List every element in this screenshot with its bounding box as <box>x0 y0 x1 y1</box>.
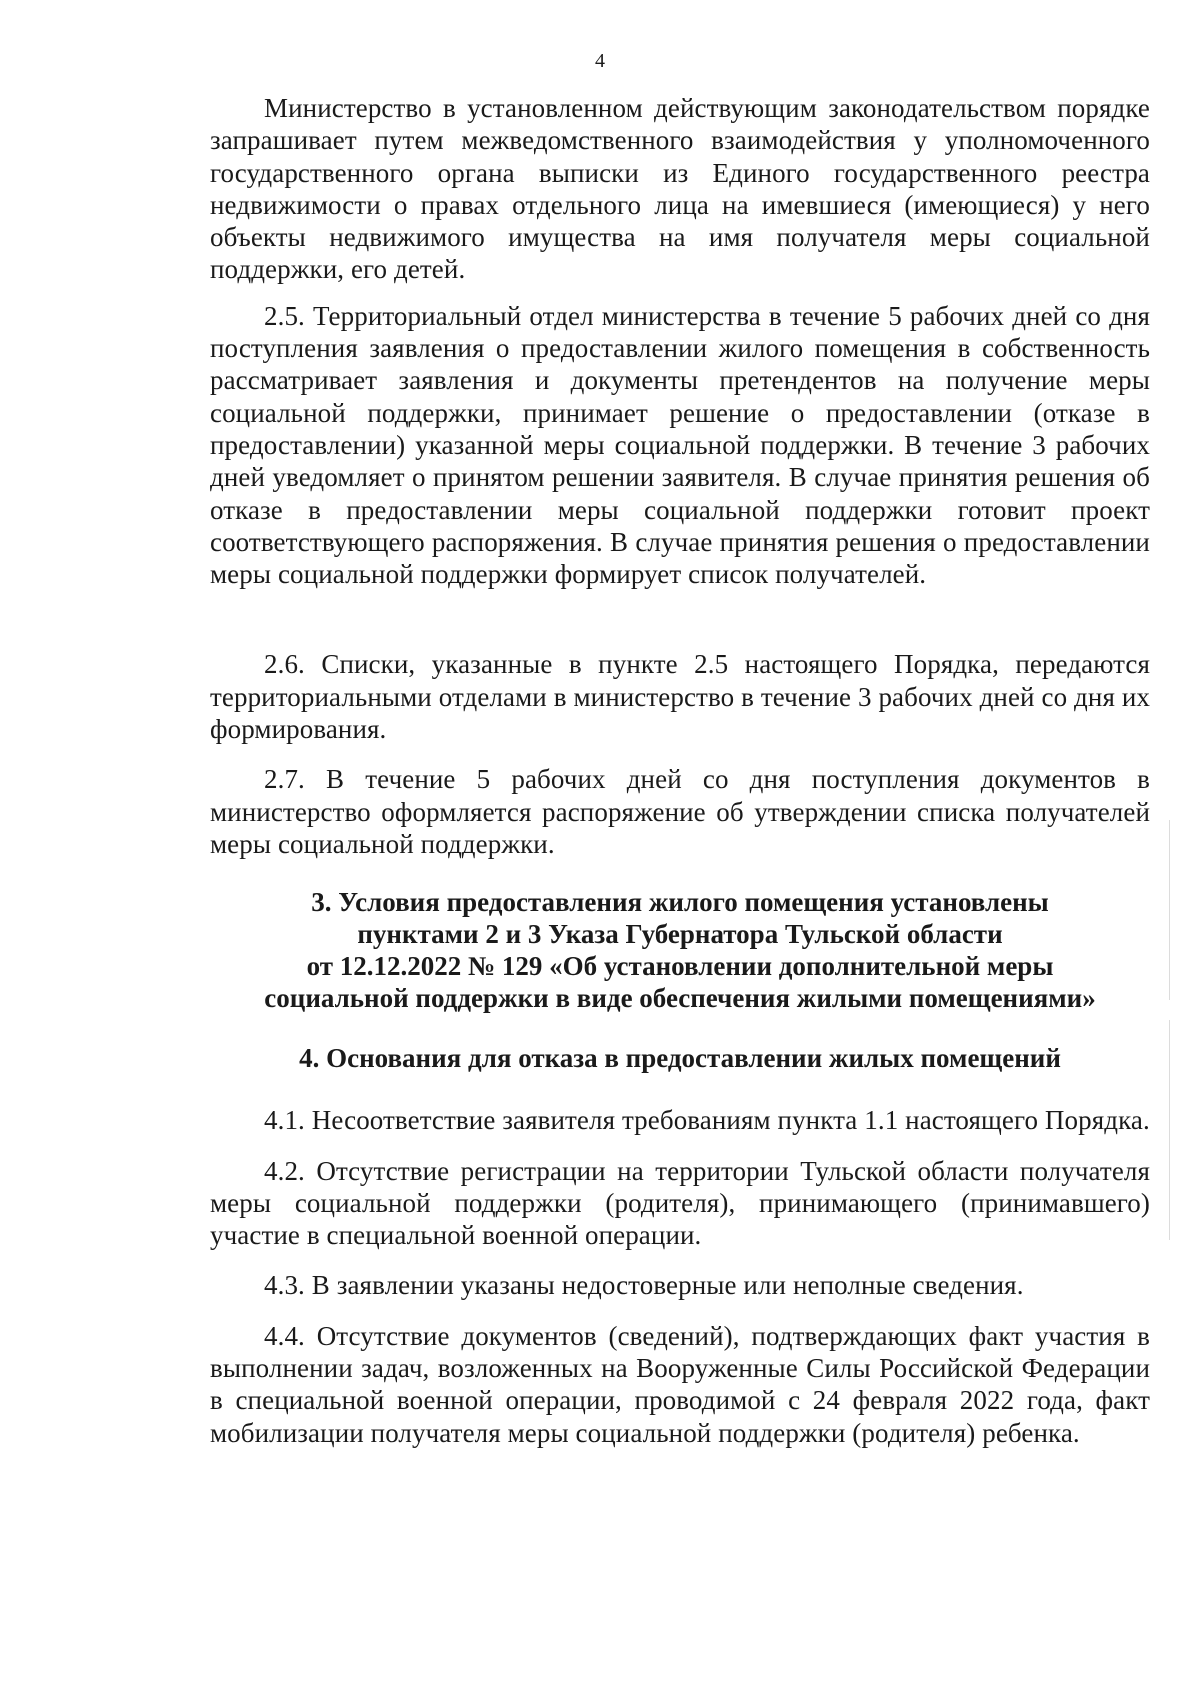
paragraph-4-1: 4.1. Несоответствие заявителя требованиям пункта 1.1 настоящего Порядка. <box>264 1105 1150 1136</box>
section-3-heading-line-3: от 12.12.2022 № 129 «Об установлении дополнительной меры <box>306 951 1054 982</box>
paragraph-2-6: 2.6. Списки, указанные в пункте 2.5 настоящего Порядка, передаются территориальными отделами в министерство в течение 3 рабочих дней со дня их формирования. <box>210 649 1150 745</box>
paragraph-2-5: 2.5. Территориальный отдел министерства в течение 5 рабочих дней со дня поступления заявления о предоставлении жилого помещения в собственность рассматривает заявления и документы претендентов на получение меры социальной поддержки, принимает решение о предоставлении (отказе в предоставлении) указанной меры социальной поддержки. В течение 3 рабочих дней уведомляет о принятом решении заявителя. В случае принятия решения об отказе в предоставлении меры социальной поддержки готовит проект соответствующего распоряжения. В случае принятия решения о предоставлении меры социальной поддержки формирует список получателей. <box>210 300 1150 590</box>
section-3-heading-line-1: 3. Условия предоставления жилого помещения установлены <box>311 887 1049 918</box>
paragraph-ministry-request: Министерство в установленном действующим законодательством порядке запрашивает путем межведомственного взаимодействия у уполномоченного государственного органа выписки из Единого государственного реестра недвижимости о правах отдельного лица на имевшиеся (имеющиеся) у него объекты недвижимого имущества на имя получателя меры социальной поддержки, его детей. <box>210 93 1150 285</box>
scan-margin-mark <box>1169 1020 1170 1240</box>
paragraph-4-3: 4.3. В заявлении указаны недостоверные или неполные сведения. <box>264 1270 1024 1301</box>
paragraph-4-4: 4.4. Отсутствие документов (сведений), подтверждающих факт участия в выполнении задач, возложенных на Вооруженные Силы Российской Федерации в специальной военной операции, проводимой с 24 февраля 2022 года, факт мобилизации получателя меры социальной поддержки (родителя) ребенка. <box>210 1320 1150 1448</box>
page-number: 4 <box>595 50 605 72</box>
scan-margin-mark <box>1169 820 1170 1000</box>
section-3-heading-line-2: пунктами 2 и 3 Указа Губернатора Тульской области <box>357 919 1003 950</box>
section-3-heading <box>210 886 1150 1014</box>
document-body <box>210 92 1150 1449</box>
paragraph-4-2: 4.2. Отсутствие регистрации на территории Тульской области получателя меры социальной поддержки (родителя), принимающего (принимавшего) участие в специальной военной операции. <box>210 1155 1150 1251</box>
paragraph-2-7: 2.7. В течение 5 рабочих дней со дня поступления документов в министерство оформляется распоряжение об утверждении списка получателей меры социальной поддержки. <box>210 764 1150 859</box>
section-4-heading: 4. Основания для отказа в предоставлении жилых помещений <box>299 1043 1061 1074</box>
section-3-heading-line-4: социальной поддержки в виде обеспечения жилыми помещениями» <box>264 983 1096 1014</box>
